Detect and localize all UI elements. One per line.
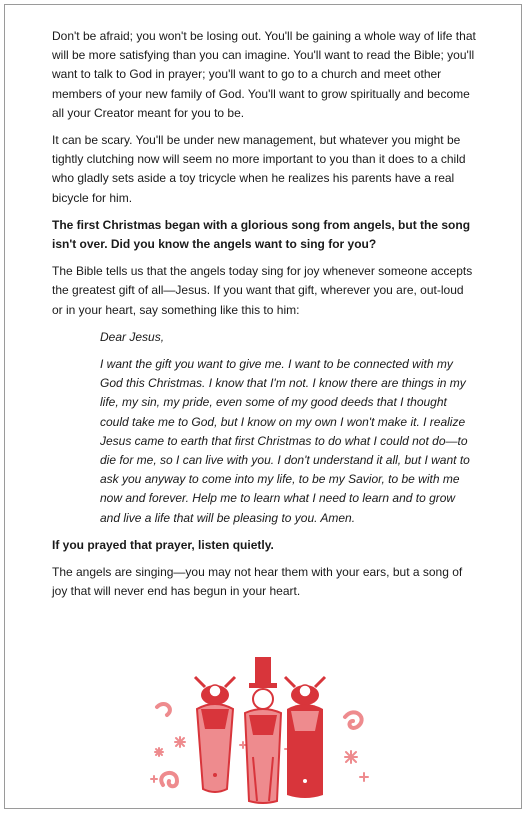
document-page [4,4,522,809]
paragraph-angels-singing: The angels are singing—you may not hear them with your ears, but a song of joy that will never end has begun in your heart. [52,565,463,599]
paragraph-new-management: It can be scary. You'll be under new management, but whatever you might be tightly clutching now will seem no more important to you than it does to a child who gladly sets aside a toy tricycle when he realizes his parents have a real bicycle for him. [52,133,466,205]
paragraph-first-christmas: The first Christmas began with a glorious song from angels, but the song isn't over. Did you know the angels want to sing for you? [52,217,471,252]
paragraph-listen-quietly: If you prayed that prayer, listen quietly. [52,537,274,552]
document-body [52,27,476,609]
paragraph-greatest-gift: The Bible tells us that the angels today sing for joy whenever someone accepts the greatest gift of all—Jesus. If you want that gift, wherever you are, out-loud or in your heart, say something like this to him: [52,264,473,317]
caroler-right-icon [285,677,325,798]
paragraph-gaining-life: Don't be afraid; you won't be losing out. You'll be gaining a whole way of life that will be more satisfying than you can imagine. You'll want to read the Bible; you'll want to talk to God in prayer; you'll want to go to a church and meet other members of your new family of God. You'll want to grow spiritually and become all your Creator meant for you to be. [52,29,476,120]
christmas-carolers-illustration [145,657,385,807]
caroler-middle-icon [245,657,281,803]
prayer-text: I want the gift you want to give me. I want to be connected with my God this Christmas. I know that I'm not. I know there are things in my life, my sin, my pride, even some of my good deeds that I thought could take me to God, but I know on my own I won't make it. I realize Jesus came to earth that first Christmas to do what I could not do—to die for me, so I can live with you. I don't understand it all, but I want to ask you anyway to come into my life, to be my Savior, to be with me now and forever. Help me to learn what I need to learn and to grow and live a life that will be pleasing to you. Amen. [100,357,470,525]
prayer-salutation: Dear Jesus, [100,329,165,344]
caroler-left-icon [195,677,235,792]
